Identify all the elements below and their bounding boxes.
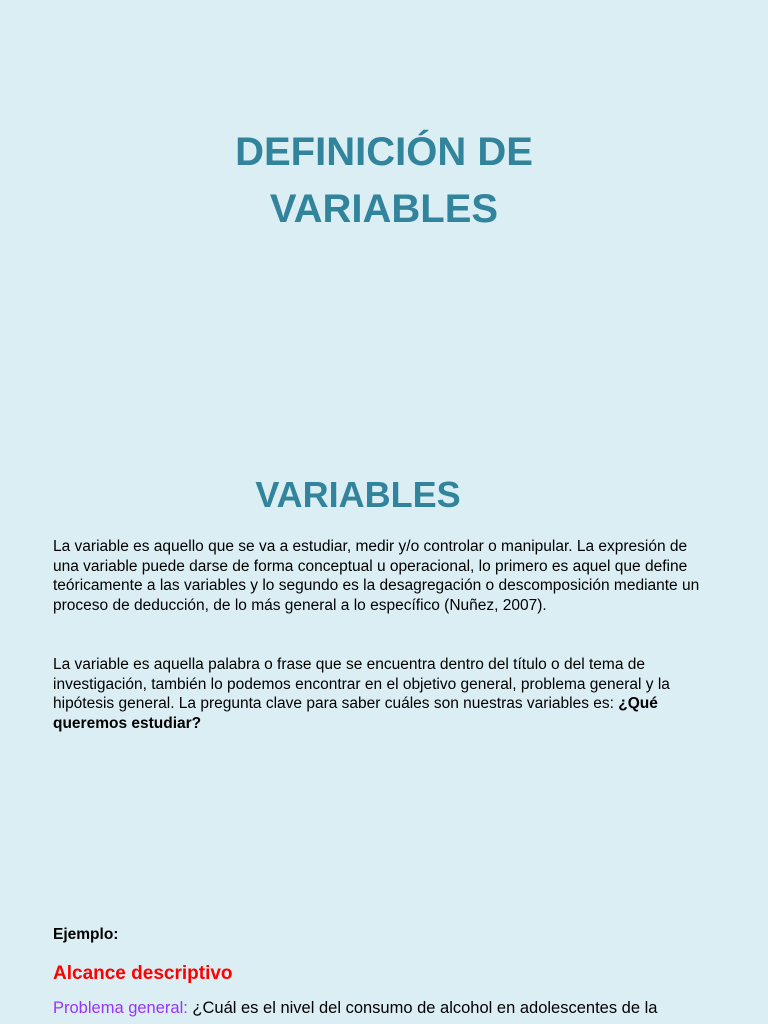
document-title <box>0 124 768 238</box>
example-label: Ejemplo: <box>53 926 119 943</box>
problem-statement <box>53 997 753 1019</box>
scope-title: Alcance descriptivo <box>53 963 233 984</box>
document-title-line-1: DEFINICIÓN DE <box>235 130 533 174</box>
problem-label: Problema general: <box>53 999 188 1017</box>
problem-text: ¿Cuál es el nivel del consumo de alcohol en adolescentes de la <box>187 999 658 1017</box>
paragraph-definition: La variable es aquello que se va a estudiar, medir y/o controlar o manipular. La expresión de una variable puede darse de forma conceptual u operacional, lo primero es aquel que define teóricamente a las variables y lo segundo es la desagregación o descomposición mediante un proceso de deducción, de lo más general a lo específico (Nuñez, 2007). <box>53 538 700 615</box>
paragraph-key-question-text: La variable es aquella palabra o frase que se encuentra dentro del título o del tema de investigación, también lo podemos encontrar en el objetivo general, problema general y la hipótesis general. La pregunta clave para saber cuáles son nuestras variables es: <box>53 656 670 713</box>
paragraph-key-question <box>53 655 703 734</box>
key-question-emphasis: ¿Qué queremos estudiar? <box>53 695 658 733</box>
section-title: VARIABLES <box>255 474 461 515</box>
document-title-line-2: VARIABLES <box>269 187 499 231</box>
